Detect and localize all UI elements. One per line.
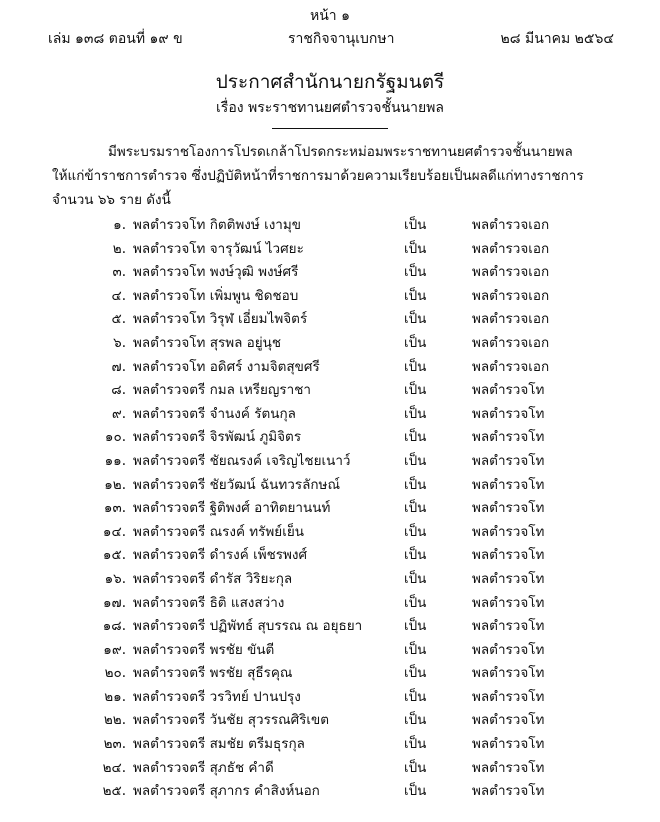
new-rank: พลตำรวจเอก: [472, 334, 550, 351]
officer-name: พลตำรวจตรี กมล เหรียญราชา: [133, 382, 311, 399]
officer-name: พลตำรวจตรี สมชัย ตรีมธุรกุล: [133, 736, 305, 753]
officer-name: พลตำรวจตรี สุภธัช คำดี: [133, 759, 274, 776]
list-item: [0, 474, 660, 498]
list-item: [0, 308, 660, 332]
officer-name: พลตำรวจตรี พรชัย ขันตี: [133, 641, 275, 658]
entry-number: ๑๕.: [102, 547, 126, 564]
promotion-word: เป็น: [404, 382, 427, 399]
new-rank: พลตำรวจโท: [472, 452, 545, 469]
list-item: [0, 662, 660, 686]
officer-name: พลตำรวจโท วิรุฬ เอี่ยมไพจิตร์: [133, 311, 308, 328]
promotion-word: เป็น: [404, 334, 427, 351]
list-item: [0, 544, 660, 568]
new-rank: พลตำรวจโท: [472, 641, 545, 658]
new-rank: พลตำรวจโท: [472, 382, 545, 399]
list-item: [0, 403, 660, 427]
entry-number: ๘.: [111, 382, 126, 399]
list-item: [0, 450, 660, 474]
new-rank: พลตำรวจเอก: [472, 287, 550, 304]
officer-name: พลตำรวจตรี ดำรัส วิริยะกุล: [133, 570, 293, 587]
list-item: [0, 615, 660, 639]
promotion-word: เป็น: [404, 594, 427, 611]
new-rank: พลตำรวจโท: [472, 429, 545, 446]
officer-name: พลตำรวจตรี วันชัย สุวรรณศิริเขต: [133, 712, 330, 729]
officer-name: พลตำรวจตรี ณรงค์ ทรัพย์เย็น: [133, 523, 304, 540]
list-item: [0, 356, 660, 380]
entry-number: ๒๕.: [102, 783, 126, 800]
entry-number: ๑๖.: [104, 570, 126, 587]
entry-number: ๒๓.: [103, 736, 126, 753]
new-rank: พลตำรวจโท: [472, 547, 545, 564]
promotion-word: เป็น: [404, 736, 427, 753]
entry-number: ๙.: [111, 405, 126, 422]
intro-line-1: มีพระบรมราชโองการโปรดเกล้าโปรดกระหม่อมพระราชทานยศตำรวจชั้นนายพล: [108, 144, 573, 160]
entry-number: ๑๑.: [104, 452, 126, 469]
officer-name: พลตำรวจตรี ดำรงค์ เพ็ชรพงศ์: [133, 547, 308, 564]
promotion-word: เป็น: [404, 358, 427, 375]
promotion-word: เป็น: [404, 641, 427, 658]
entry-number: ๑๔.: [102, 523, 126, 540]
officer-name: พลตำรวจตรี พรชัย สุธีรคุณ: [133, 665, 293, 682]
entry-number: ๑๒.: [104, 476, 126, 493]
list-item: [0, 757, 660, 781]
new-rank: พลตำรวจเอก: [472, 358, 550, 375]
promotion-word: เป็น: [404, 688, 427, 705]
announcement-subject: เรื่อง พระราชทานยศตำรวจชั้นนายพล: [216, 100, 444, 116]
new-rank: พลตำรวจเอก: [472, 240, 550, 257]
list-item: [0, 568, 660, 592]
volume-info: เล่ม ๑๓๘ ตอนที่ ๑๙ ข: [48, 31, 183, 47]
officer-name: พลตำรวจตรี จำนงค์ รัตนกุล: [133, 405, 296, 422]
new-rank: พลตำรวจโท: [472, 712, 545, 729]
list-item: [0, 238, 660, 262]
entry-number: ๑๙.: [103, 641, 126, 658]
promotion-word: เป็น: [404, 783, 427, 800]
officer-name: พลตำรวจโท กิตติพงษ์ เงามุข: [133, 217, 302, 233]
list-item: [0, 780, 660, 804]
new-rank: พลตำรวจโท: [472, 570, 545, 587]
promotion-word: เป็น: [404, 712, 427, 729]
entry-number: ๒.: [112, 240, 126, 257]
promotion-word: เป็น: [404, 429, 427, 446]
officer-name: พลตำรวจตรี ธิติ แสงสว่าง: [133, 594, 285, 611]
entry-number: ๒๐.: [104, 665, 126, 682]
entry-number: ๑๘.: [102, 618, 126, 635]
officer-name: พลตำรวจตรี ปฏิพัทธ์ สุบรรณ ณ อยุธยา: [133, 618, 363, 635]
promotion-word: เป็น: [404, 452, 427, 469]
page-number: หน้า ๑: [310, 8, 350, 24]
entry-number: ๑๐.: [104, 429, 126, 446]
officer-name: พลตำรวจตรี ชัยวัฒน์ ฉันทวรลักษณ์: [133, 476, 340, 493]
list-item: [0, 709, 660, 733]
officer-name: พลตำรวจตรี วรวิทย์ ปานปรุง: [133, 688, 301, 705]
promotion-word: เป็น: [404, 287, 427, 304]
promotion-word: เป็น: [404, 665, 427, 682]
officer-name: พลตำรวจโท จารุวัฒน์ ไวศยะ: [133, 240, 304, 257]
promotion-word: เป็น: [404, 311, 427, 328]
officer-name: พลตำรวจตรี จิรพัฒน์ ภูมิจิตร: [133, 429, 302, 446]
officer-name: พลตำรวจโท เพิ่มพูน ชิดชอบ: [133, 287, 299, 304]
entry-number: ๑๓.: [103, 500, 126, 517]
list-item: [0, 214, 660, 238]
new-rank: พลตำรวจเอก: [472, 311, 550, 328]
list-item: [0, 497, 660, 521]
new-rank: พลตำรวจโท: [472, 476, 545, 493]
entry-number: ๒๑.: [104, 688, 126, 705]
promotion-word: เป็น: [404, 523, 427, 540]
promotion-word: เป็น: [404, 405, 427, 422]
officer-name: พลตำรวจโท อดิศร์ งามจิตสุขศรี: [133, 358, 320, 375]
new-rank: พลตำรวจโท: [472, 759, 545, 776]
list-item: [0, 733, 660, 757]
officer-name: พลตำรวจโท สุรพล อยู่นุช: [133, 334, 282, 351]
publish-date: ๒๘ มีนาคม ๒๕๖๔: [500, 31, 614, 47]
new-rank: พลตำรวจเอก: [472, 264, 550, 281]
list-item: [0, 686, 660, 710]
list-item: [0, 521, 660, 545]
new-rank: พลตำรวจโท: [472, 618, 545, 635]
promotion-word: เป็น: [404, 759, 427, 776]
promotion-list: [0, 214, 660, 804]
list-item: [0, 592, 660, 616]
promotion-word: เป็น: [404, 618, 427, 635]
gazette-name: ราชกิจจานุเบกษา: [288, 31, 395, 47]
entry-number: ๖.: [113, 334, 126, 351]
list-item: [0, 285, 660, 309]
title-divider: [272, 128, 388, 129]
list-item: [0, 261, 660, 285]
new-rank: พลตำรวจโท: [472, 594, 545, 611]
entry-number: ๑.: [113, 217, 126, 233]
list-item: [0, 639, 660, 663]
officer-name: พลตำรวจตรี ฐิติพงศ์ อาทิตยานนท์: [133, 500, 331, 517]
entry-number: ๕.: [111, 311, 126, 328]
officer-name: พลตำรวจตรี สุภากร คำสิงห์นอก: [133, 783, 320, 800]
promotion-word: เป็น: [404, 570, 427, 587]
new-rank: พลตำรวจโท: [472, 500, 545, 517]
announcement-title: ประกาศสำนักนายกรัฐมนตรี: [215, 71, 445, 93]
promotion-word: เป็น: [404, 547, 427, 564]
new-rank: พลตำรวจเอก: [472, 217, 550, 233]
promotion-word: เป็น: [404, 264, 427, 281]
intro-line-2: ให้แก่ข้าราชการตำรวจ ซึ่งปฏิบัติหน้าที่ราชการมาด้วยความเรียบร้อยเป็นผลดีแก่ทางราชการ: [52, 168, 584, 184]
new-rank: พลตำรวจโท: [472, 405, 545, 422]
entry-number: ๒๒.: [103, 712, 126, 729]
officer-name: พลตำรวจตรี ชัยณรงค์ เจริญไชยเนาว์: [133, 452, 351, 469]
new-rank: พลตำรวจโท: [472, 736, 545, 753]
new-rank: พลตำรวจโท: [472, 523, 545, 540]
list-item: [0, 379, 660, 403]
promotion-word: เป็น: [404, 476, 427, 493]
list-item: [0, 426, 660, 450]
new-rank: พลตำรวจโท: [472, 783, 545, 800]
promotion-word: เป็น: [404, 217, 427, 233]
list-item: [0, 332, 660, 356]
promotion-word: เป็น: [404, 500, 427, 517]
officer-name: พลตำรวจโท พงษ์วุฒิ พงษ์ศรี: [133, 264, 299, 281]
entry-number: ๗.: [111, 358, 126, 375]
entry-number: ๒๔.: [102, 759, 126, 776]
promotion-word: เป็น: [404, 240, 427, 257]
entry-number: ๓.: [112, 264, 126, 281]
entry-number: ๔.: [111, 287, 126, 304]
intro-line-3: จำนวน ๖๖ ราย ดังนี้: [52, 192, 171, 208]
entry-number: ๑๗.: [102, 594, 126, 611]
new-rank: พลตำรวจโท: [472, 688, 545, 705]
new-rank: พลตำรวจโท: [472, 665, 545, 682]
